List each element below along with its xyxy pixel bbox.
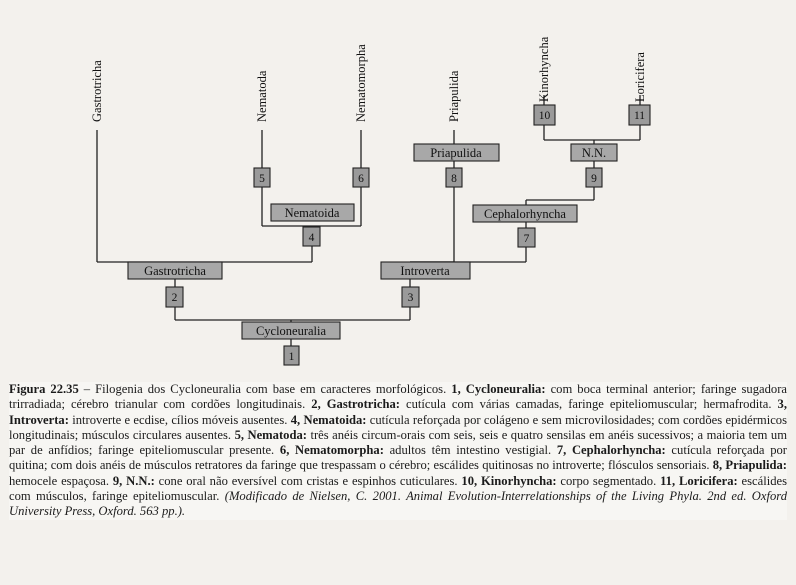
number-label-4: 4 [308,232,315,244]
caption-text: cutícula com várias camadas, faringe epiteliomuscular; hermafrodita. [399,397,778,412]
caption-source: (Modificado de Nielsen, C. 2001. Animal Evolution-Interrelationships of the Living Phyla. 2nd ed. Oxford University Press, Oxford. 563 pp.). [9,489,788,519]
caption-text: escálides com músculos, faringe epiteliomuscular. [9,473,787,504]
number-label-6: 6 [358,173,364,185]
caption-term: 6, Nematomorpha: [279,443,384,458]
number-label-2: 2 [171,292,178,304]
caption-text: hemocele espaçosa. [9,473,113,488]
caption-text: cone oral não eversível com cristas e espinhos cuticulares. [154,473,462,488]
caption-text: cutícula reforçada por quitina; com dois anéis de músculos retratores da faringe que trespassam o cérebro; escálides quitinosas no introverte; flósculos sensoriais. [9,443,787,473]
number-label-7: 7 [523,233,530,245]
number-label-5: 5 [259,173,265,185]
number-label-11: 11 [633,110,646,122]
caption-term: 10, Kinorhyncha: [461,473,557,488]
node-label-gastrotricha: Gastrotricha [144,264,206,278]
tree-lines [97,95,640,358]
node-label-priapulida: Priapulida [430,146,482,160]
node-label-nn: N.N. [581,146,607,160]
number-label-3: 3 [407,292,414,304]
node-label-cycloneuralia: Cycloneuralia [255,324,327,338]
caption-term: 2, Gastrotricha: [311,397,400,412]
number-label-10: 10 [538,110,551,122]
figure-caption [9,382,787,520]
caption-text: corpo segmentado. [556,473,661,488]
caption-term: 9, N.N.: [112,473,155,488]
taxon-label-loricifera: Loricifera [633,52,647,102]
taxon-label-nematoda: Nematoda [255,70,269,122]
taxon-label-priapulida: Priapulida [447,70,461,122]
taxon-label-gastrotricha: Gastrotricha [90,60,104,122]
caption-text: adultos têm intestino vestigial. [383,443,557,458]
number-label-9: 9 [591,173,597,185]
caption-term: 5, Nematoda: [234,427,307,442]
node-label-cephalorhyncha: Cephalorhyncha [484,207,566,221]
caption-term: 4, Nematoida: [290,412,367,427]
caption-term: 7, Cephalorhyncha: [556,443,666,458]
figure-label: Figura 22.35 [9,382,79,396]
number-label-8: 8 [451,173,457,185]
caption-text: com boca terminal anterior; faringe sugadora trirradiada; cérebro trianular com cordões longitudinais. [9,382,787,412]
caption-items [9,382,787,503]
caption-text: introverte e ecdise, cílios móveis ausentes. [68,412,291,427]
taxon-label-nematomorpha: Nematomorpha [354,44,368,122]
caption-term: 11, Loricifera: [660,473,738,488]
node-label-nematoida: Nematoida [284,206,340,220]
number-label-1: 1 [288,351,295,363]
taxon-label-kinorhyncha: Kinorhyncha [537,36,551,102]
node-label-introverta: Introverta [400,264,450,278]
caption-term: 1, Cycloneuralia: [451,382,546,396]
caption-text: cutícula reforçada por colágeno e sem microvilosidades; com cordões epidérmicos longitudinais; músculos circulares ausentes. [9,412,787,442]
caption-term: 8, Priapulida: [712,458,787,473]
caption-intro: – Filogenia dos Cycloneuralia com base em caracteres morfológicos. [78,382,452,396]
caption-text: três anéis circum-orais com seis, seis e quatro sensilas em anéis sucessivos; a maioria tem um par de anfídios; faringe epiteliomuscular presente. [9,427,787,458]
caption-term: 3, Introverta: [9,397,787,427]
